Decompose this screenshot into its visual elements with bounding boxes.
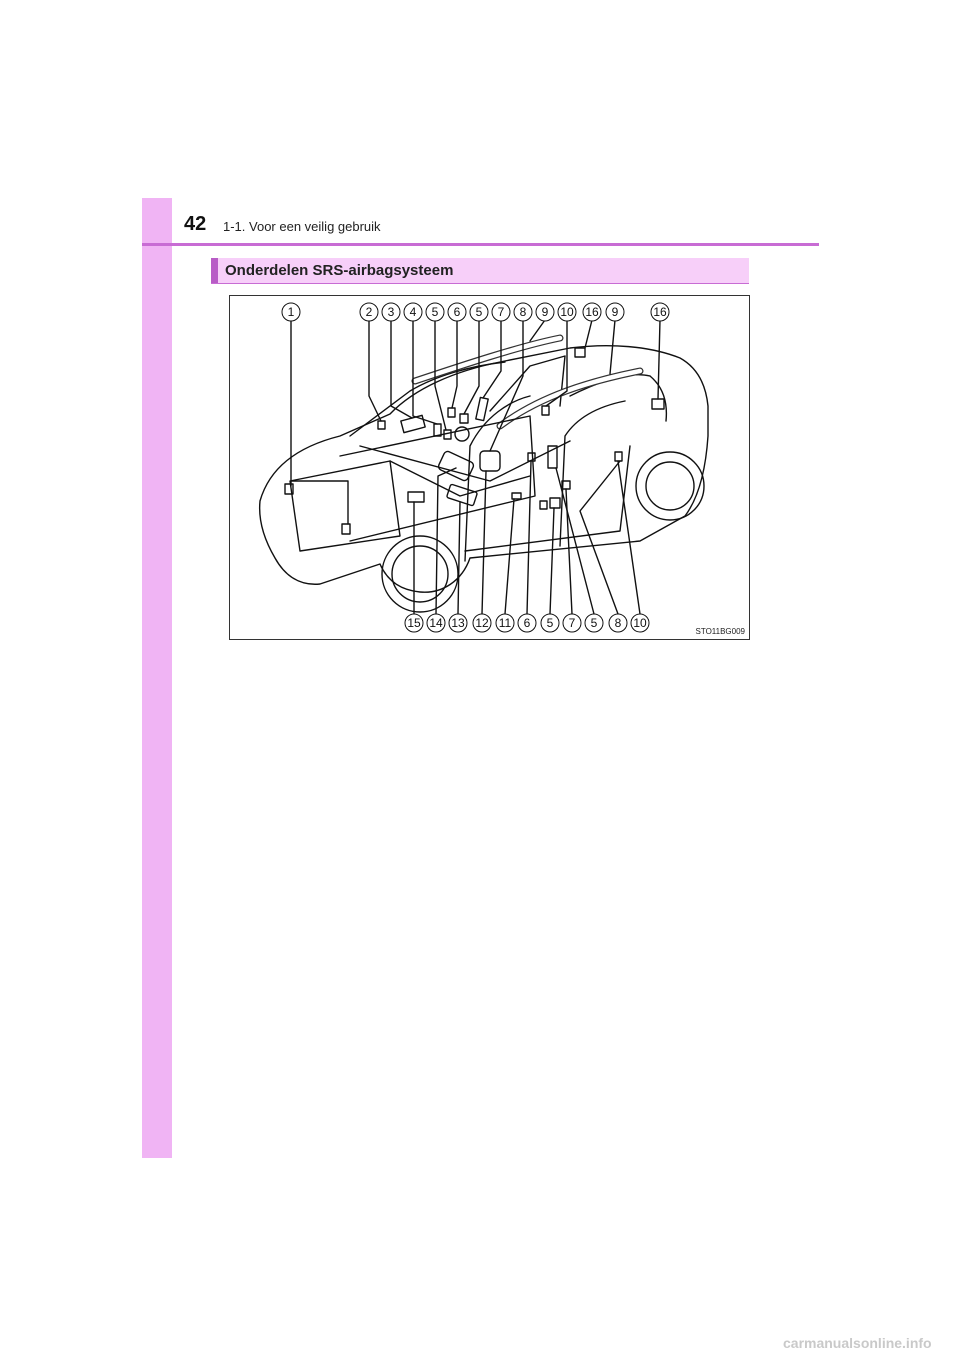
site-watermark: carmanualsonline.info [783, 1335, 932, 1351]
section-accent [211, 258, 218, 283]
callout-bottom-9 [585, 614, 603, 632]
svg-text:2: 2 [365, 305, 373, 319]
svg-text:4: 4 [409, 305, 417, 319]
svg-text:5: 5 [546, 616, 554, 630]
callout-top-8 [492, 303, 510, 321]
svg-text:7: 7 [568, 616, 576, 630]
callout-bottom-3 [449, 614, 467, 632]
callout-bottom-5 [496, 614, 514, 632]
callout-top-4 [404, 303, 422, 321]
svg-text:5: 5 [431, 305, 439, 319]
callout-top-2 [360, 303, 378, 321]
callout-bottom-4 [473, 614, 491, 632]
callout-bottom-7 [541, 614, 559, 632]
svg-text:9: 9 [611, 305, 619, 319]
section-divider [211, 283, 749, 284]
svg-text:10: 10 [633, 616, 647, 630]
callout-top-13 [606, 303, 624, 321]
svg-text:6: 6 [523, 616, 531, 630]
svg-text:12: 12 [475, 616, 489, 630]
callout-bottom-6 [518, 614, 536, 632]
svg-text:5: 5 [590, 616, 598, 630]
airbag-diagram [229, 295, 750, 640]
callout-top-6 [448, 303, 466, 321]
svg-text:14: 14 [429, 616, 443, 630]
callout-top-5 [426, 303, 444, 321]
svg-text:7: 7 [497, 305, 505, 319]
svg-text:5: 5 [475, 305, 483, 319]
callout-bottom-1 [405, 614, 423, 632]
callout-top-12 [583, 303, 601, 321]
svg-text:16: 16 [653, 305, 667, 319]
svg-text:13: 13 [451, 616, 465, 630]
svg-text:1: 1 [287, 305, 295, 319]
svg-text:8: 8 [519, 305, 527, 319]
callout-top-11 [558, 303, 576, 321]
svg-text:8: 8 [614, 616, 622, 630]
callout-top-7 [470, 303, 488, 321]
page-side-tab [142, 198, 172, 1158]
svg-text:6: 6 [453, 305, 461, 319]
svg-text:9: 9 [541, 305, 549, 319]
svg-text:3: 3 [387, 305, 395, 319]
section-title: Onderdelen SRS-airbagsysteem [225, 262, 454, 279]
section-heading [211, 258, 749, 283]
chapter-title: 1-1. Voor een veilig gebruik [223, 219, 381, 234]
callout-bottom-8 [563, 614, 581, 632]
figure-code: STO11BG009 [695, 627, 745, 636]
callout-bottom-11 [631, 614, 649, 632]
callout-top-14 [651, 303, 669, 321]
callout-bottom-2 [427, 614, 445, 632]
header-divider [142, 243, 819, 246]
svg-text:16: 16 [585, 305, 599, 319]
callout-top-1 [282, 303, 300, 321]
callout-top-3 [382, 303, 400, 321]
callout-top-9 [514, 303, 532, 321]
svg-text:11: 11 [498, 616, 512, 630]
svg-text:15: 15 [407, 616, 421, 630]
car-illustration [230, 296, 751, 641]
callout-bottom-10 [609, 614, 627, 632]
page-number: 42 [184, 213, 207, 235]
callout-top-10 [536, 303, 554, 321]
svg-text:10: 10 [560, 305, 574, 319]
